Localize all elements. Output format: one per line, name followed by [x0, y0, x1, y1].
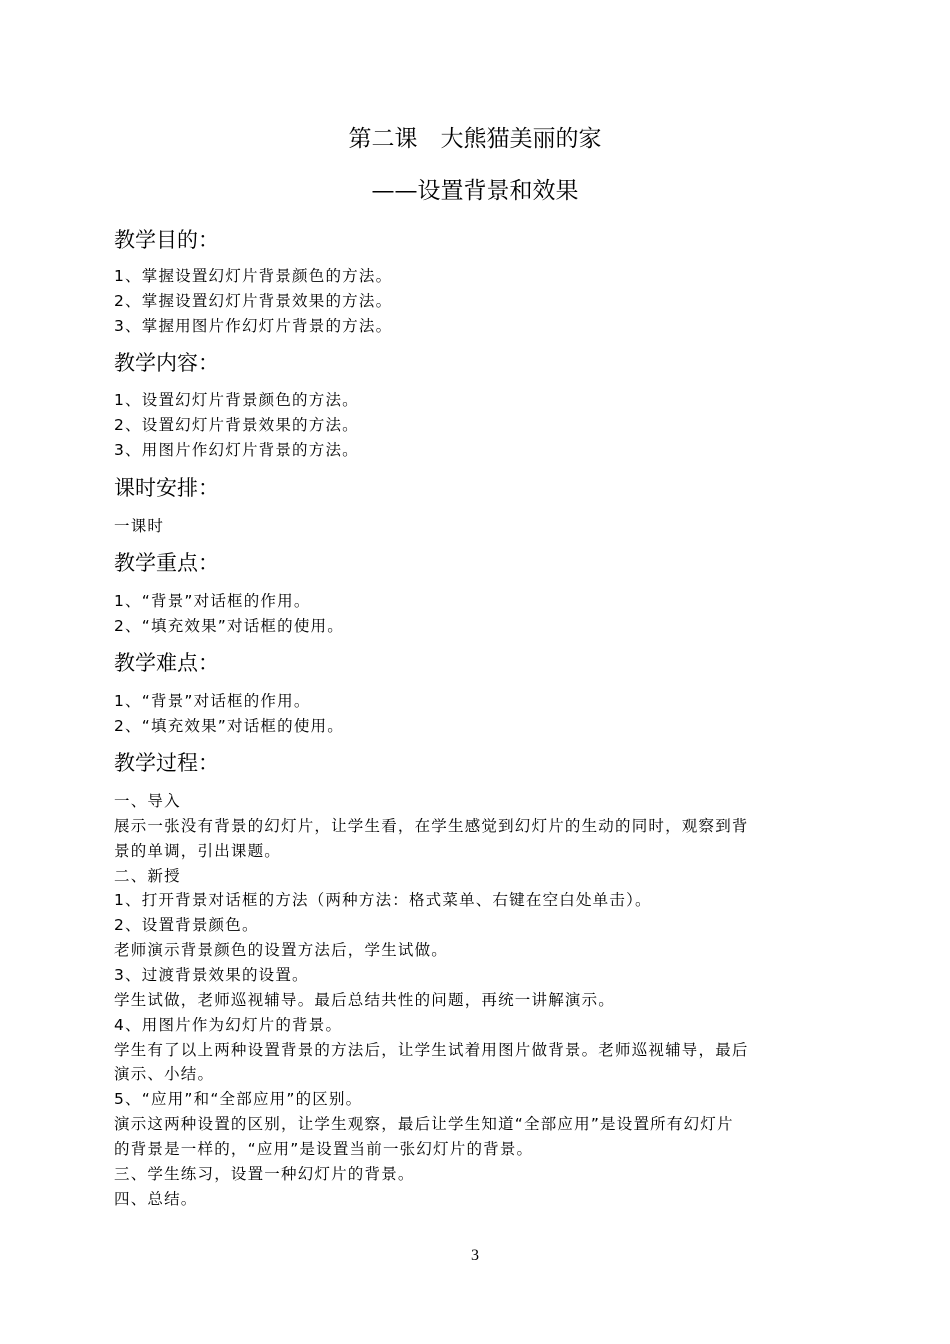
process-line: 3、过渡背景效果的设置。 [114, 966, 309, 984]
content-item: 2、设置幻灯片背景效果的方法。 [114, 416, 359, 434]
process-line: 景的单调，引出课题。 [114, 842, 282, 860]
heading-difficulties: 教学难点： [114, 651, 219, 675]
heading-content: 教学内容： [114, 351, 219, 375]
process-line: 四、总结。 [114, 1190, 198, 1208]
heading-process: 教学过程： [114, 751, 219, 775]
process-line: 的背景是一样的，“应用”是设置当前一张幻灯片的背景。 [114, 1140, 534, 1158]
process-line: 老师演示背景颜色的设置方法后，学生试做。 [114, 941, 449, 959]
difficulty-item: 2、“填充效果”对话框的使用。 [114, 717, 344, 735]
lesson-subtitle: ——设置背景和效果 [371, 178, 579, 204]
objective-item: 2、掌握设置幻灯片背景效果的方法。 [114, 292, 393, 310]
content-item: 1、设置幻灯片背景颜色的方法。 [114, 391, 359, 409]
page-number: 3 [471, 1247, 479, 1264]
heading-objectives: 教学目的： [114, 228, 219, 252]
key-point-item: 1、“背景”对话框的作用。 [114, 592, 311, 610]
process-line: 5、“应用”和“全部应用”的区别。 [114, 1090, 363, 1108]
lesson-title: 第二课 大熊猫美丽的家 [348, 126, 602, 152]
process-line: 展示一张没有背景的幻灯片，让学生看，在学生感觉到幻灯片的生动的同时，观察到背 [114, 817, 749, 835]
process-line: 演示、小结。 [114, 1065, 215, 1083]
schedule-item: 一课时 [114, 517, 165, 535]
process-line: 三、学生练习，设置一种幻灯片的背景。 [114, 1165, 415, 1183]
process-line: 演示这两种设置的区别，让学生观察，最后让学生知道“全部应用”是设置所有幻灯片 [114, 1115, 734, 1133]
difficulty-item: 1、“背景”对话框的作用。 [114, 692, 311, 710]
heading-key-points: 教学重点： [114, 551, 219, 575]
heading-schedule: 课时安排： [114, 476, 219, 500]
process-line: 学生有了以上两种设置背景的方法后，让学生试着用图片做背景。老师巡视辅导，最后 [114, 1041, 749, 1059]
objective-item: 3、掌握用图片作幻灯片背景的方法。 [114, 317, 393, 335]
process-line: 2、设置背景颜色。 [114, 916, 259, 934]
process-line: 学生试做，老师巡视辅导。最后总结共性的问题，再统一讲解演示。 [114, 991, 616, 1009]
process-line: 1、打开背景对话框的方法（两种方法：格式菜单、右键在空白处单击）。 [114, 891, 652, 909]
objective-item: 1、掌握设置幻灯片背景颜色的方法。 [114, 267, 393, 285]
key-point-item: 2、“填充效果”对话框的使用。 [114, 617, 344, 635]
content-item: 3、用图片作幻灯片背景的方法。 [114, 441, 359, 459]
process-line: 二、新授 [114, 867, 181, 885]
process-line: 一、导入 [114, 792, 181, 810]
process-line: 4、用图片作为幻灯片的背景。 [114, 1016, 343, 1034]
